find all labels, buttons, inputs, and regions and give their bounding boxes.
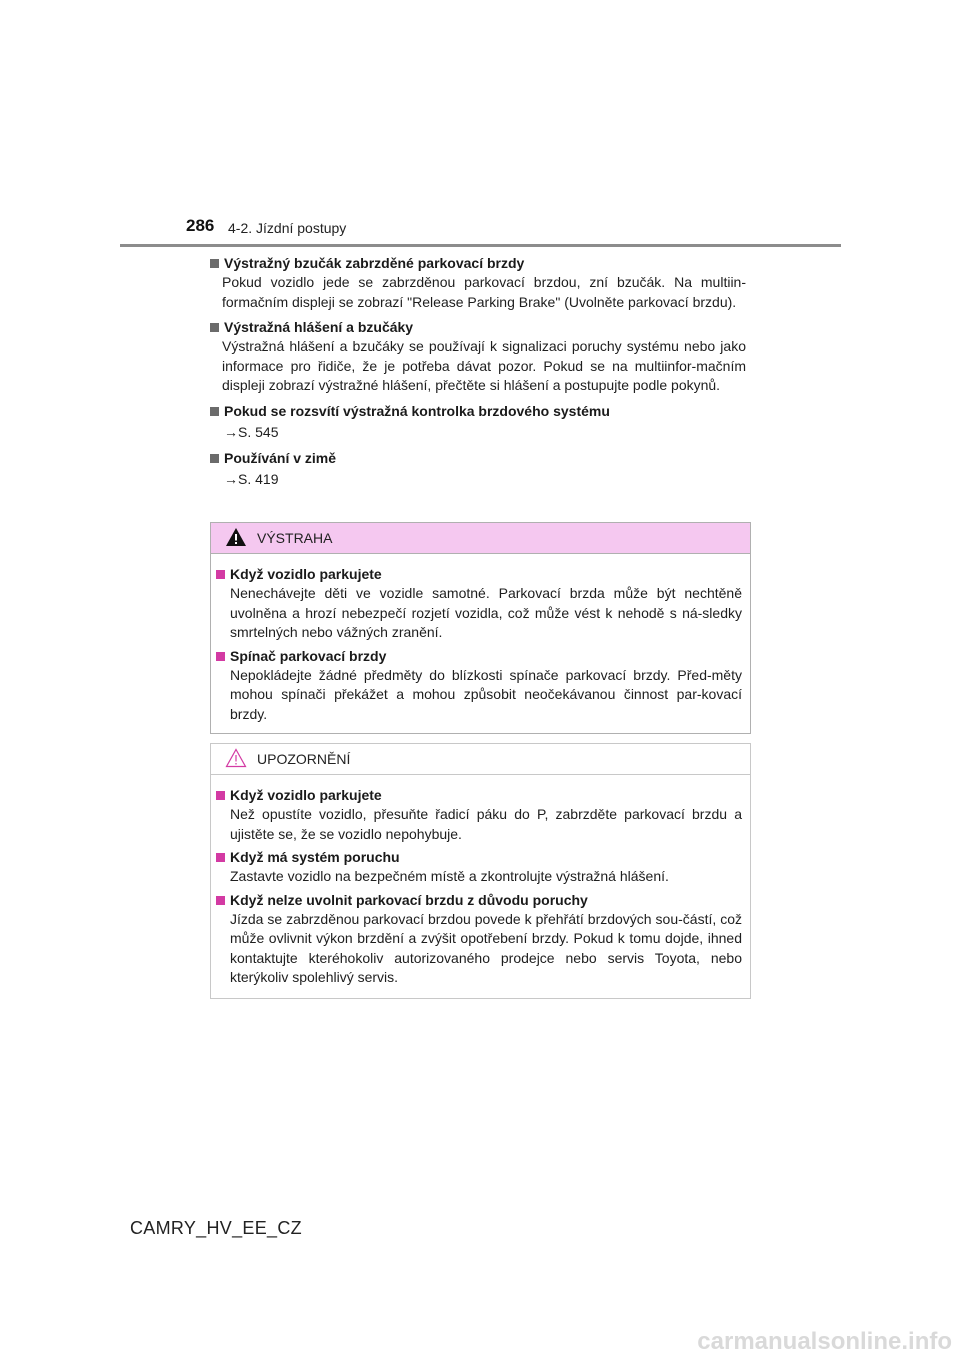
- page-number: 286: [186, 216, 215, 235]
- section-title: 4-2. Jízdní postupy: [228, 220, 347, 236]
- list-item: [216, 891, 742, 988]
- list-item: [210, 449, 746, 490]
- caution-label: UPOZORNĚNÍ: [257, 751, 351, 767]
- bullet-square-icon: [210, 259, 219, 268]
- bullet-square-icon: [216, 791, 225, 800]
- item-title: Výstražný bzučák zabrzděné parkovací brzdy: [224, 255, 525, 271]
- item-title: Výstražná hlášení a bzučáky: [224, 319, 414, 335]
- caution-box: [210, 743, 751, 999]
- list-item: [210, 402, 746, 443]
- item-title: Používání v zimě: [224, 449, 337, 466]
- warning-header: [211, 523, 750, 554]
- bullet-square-icon: [210, 454, 219, 463]
- caution-header: [211, 744, 750, 775]
- bullet-square-icon: [216, 896, 225, 905]
- item-body: Nepokládejte žádné předměty do blízkosti spínače parkovací brzdy. Před-měty mohou spínači překážet a mohou způsobit neočekávanou činnost par-kovací brzdy.: [230, 666, 742, 722]
- item-title: Když má systém poruchu: [230, 849, 400, 865]
- list-item: [210, 318, 746, 396]
- item-body: Jízda se zabrzděnou parkovací brzdou povede k přehřátí brzdových sou-částí, což může ovlivnit výkon brzdění a zvýšit opotřebení brzdy. Pokud k tomu dojde, ihned kontaktujte kteréhokoliv autorizovaného prodejce nebo servis Toyota, nebo kterýkoliv spolehlivý servis.: [230, 910, 742, 985]
- bullet-square-icon: [210, 323, 219, 332]
- list-item: [210, 254, 746, 312]
- page-reference-link[interactable]: →S. 545: [224, 423, 279, 440]
- bullet-square-icon: [216, 570, 225, 579]
- item-title: Když vozidlo parkujete: [230, 787, 382, 803]
- warning-box: [210, 522, 751, 734]
- list-item: [216, 647, 742, 725]
- item-title: Spínač parkovací brzdy: [230, 647, 387, 664]
- bullet-square-icon: [210, 407, 219, 416]
- caution-triangle-icon: [225, 748, 247, 768]
- page-reference-link[interactable]: →S. 419: [224, 470, 279, 487]
- main-content: [210, 254, 746, 496]
- item-body: Nenechávejte děti ve vozidle samotné. Parkovací brzda může být nechtěně uvolněna a hrozí nebezpečí rozjetí vozidla, což může vést k nehodě s ná-sledky smrtelných nebo vážných zranění.: [230, 585, 742, 640]
- warning-triangle-icon: [225, 527, 247, 547]
- watermark: carmanualsonline.info: [697, 1328, 952, 1355]
- list-item: [216, 786, 742, 844]
- warning-label: VÝSTRAHA: [257, 530, 333, 546]
- list-item: [216, 565, 742, 643]
- item-body: Výstražná hlášení a bzučáky se používají k signalizaci poruchy systému nebo jako informace pro řidiče, že je potřeba dávat pozor. Pokud se na multiinfor-mačním displeji zobrazí výstražné hlášení, přečtěte si hlášení a postupujte podle pokynů.: [222, 338, 746, 393]
- item-title: Pokud se rozsvítí výstražná kontrolka brzdového systému: [224, 402, 610, 419]
- item-title: Když vozidlo parkujete: [230, 566, 382, 582]
- item-body: Zastavte vozidlo na bezpečném místě a zkontrolujte výstražná hlášení.: [230, 868, 669, 884]
- header-divider: [120, 244, 841, 247]
- item-body: Než opustíte vozidlo, přesuňte řadicí páku do P, zabrzděte parkovací brzdu a ujistěte se, že se vozidlo nepohybuje.: [230, 806, 742, 842]
- item-title: Když nelze uvolnit parkovací brzdu z důvodu poruchy: [230, 891, 588, 908]
- bullet-square-icon: [216, 652, 225, 661]
- document-code: CAMRY_HV_EE_CZ: [130, 1218, 302, 1238]
- bullet-square-icon: [216, 853, 225, 862]
- list-item: [216, 848, 742, 887]
- item-body: Pokud vozidlo jede se zabrzděnou parkovací brzdou, zní bzučák. Na multiin-formačním displeji se zobrazí "Release Parking Brake" (Uvolněte parkovací brzdu).: [222, 274, 746, 310]
